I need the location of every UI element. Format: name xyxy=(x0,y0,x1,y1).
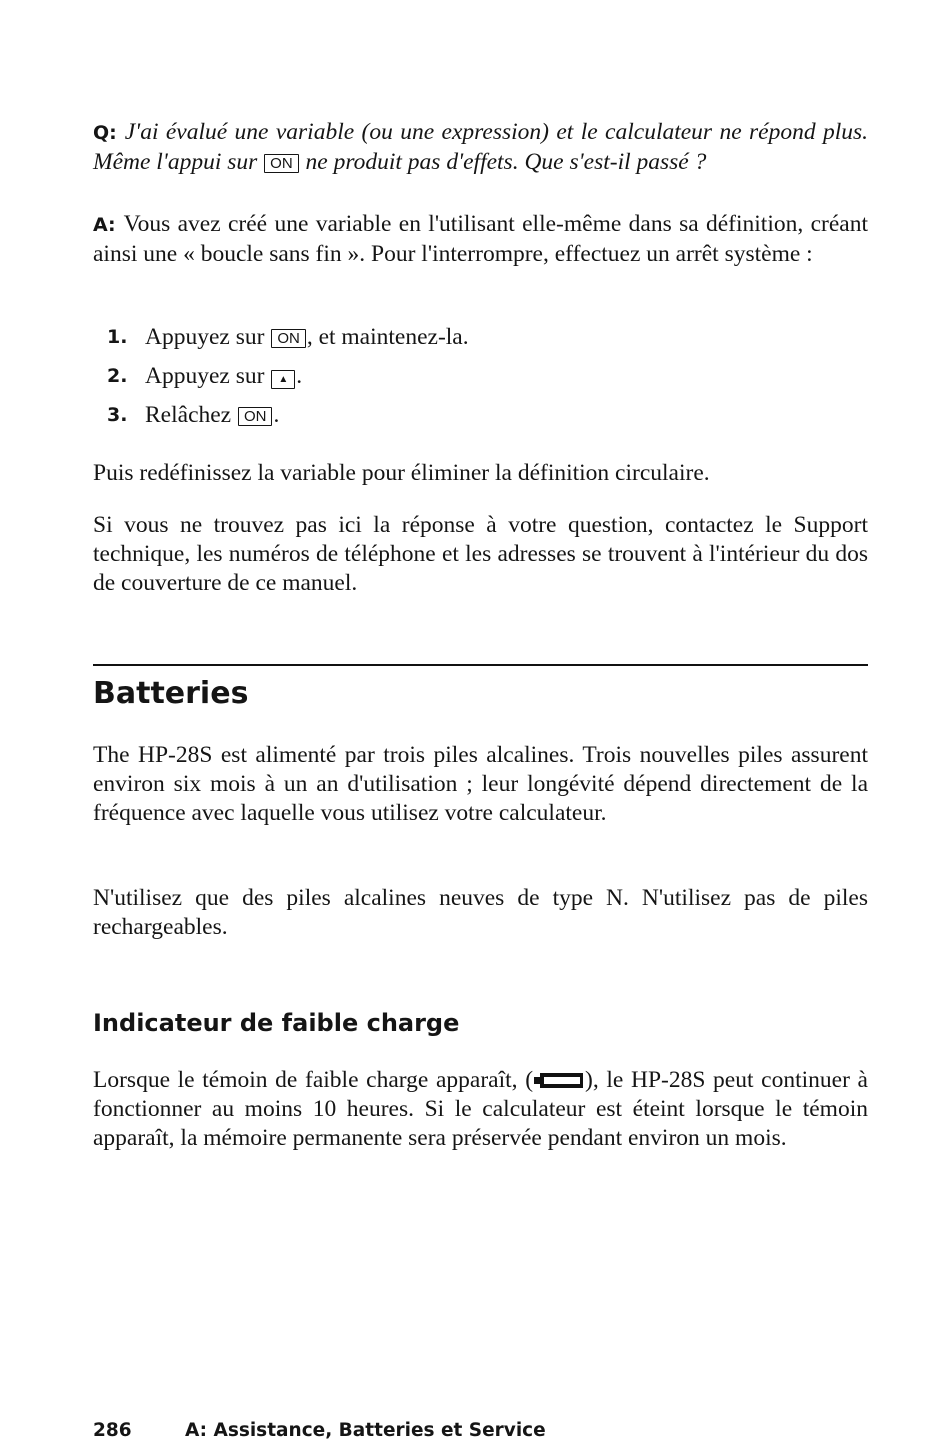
step-text-after: , et maintenez-la. xyxy=(306,324,469,350)
up-arrow-key: ▲ xyxy=(271,370,295,389)
step-text xyxy=(145,323,469,352)
question-paragraph xyxy=(93,118,868,177)
step-text-after: . xyxy=(296,363,303,389)
page-footer xyxy=(93,1418,546,1444)
question-text-part1: J'ai évalué une variable (ou une expression) et le calculateur ne répond plus. Même l'appui sur xyxy=(93,119,868,175)
step-text-before: Appuyez sur xyxy=(145,363,265,389)
step-text-before: Relâchez xyxy=(145,402,232,428)
low-battery-paragraph xyxy=(93,1066,868,1153)
step-text xyxy=(145,401,279,430)
step-list xyxy=(93,318,868,435)
step-number: 1. xyxy=(107,326,128,348)
step-text-after: . xyxy=(273,402,280,428)
on-key: ON xyxy=(271,329,306,348)
step-text xyxy=(145,362,302,391)
question-label: Q: xyxy=(93,122,117,144)
section-divider xyxy=(93,664,868,666)
answer-label: A: xyxy=(93,214,116,236)
chapter-title: A: Assistance, Batteries et Service xyxy=(185,1420,546,1441)
step-number: 2. xyxy=(107,365,128,387)
batteries-paragraph-1: The HP-28S est alimenté par trois piles alcalines. Trois nouvelles piles assurent environ six mois à un an d'utilisation ; leur longévité dépend directement de la fréquence avec laquelle vous utilisez votre calculateur. xyxy=(93,742,868,826)
step-item xyxy=(93,396,868,435)
section-title: Batteries xyxy=(93,676,249,711)
step-number: 3. xyxy=(107,404,128,426)
subsection-title: Indicateur de faible charge xyxy=(93,1009,460,1037)
redefine-paragraph: Puis redéfinissez la variable pour éliminer la définition circulaire. xyxy=(93,460,710,486)
step-text-before: Appuyez sur xyxy=(145,324,265,350)
low-battery-text-before: Lorsque le témoin de faible charge apparaît, ( xyxy=(93,1067,534,1093)
question-text-part2: ne produit pas d'effets. Que s'est-il passé ? xyxy=(305,149,707,175)
answer-text: Vous avez créé une variable en l'utilisant elle-même dans sa définition, créant ainsi une « boucle sans fin ». Pour l'interrompre, effectuez un arrêt système : xyxy=(93,211,868,267)
batteries-paragraph-2: N'utilisez que des piles alcalines neuves de type N. N'utilisez pas de piles rechargeables. xyxy=(93,885,868,940)
on-key: ON xyxy=(264,154,299,173)
step-item xyxy=(93,318,868,357)
low-battery-text-after: ), le HP-28S peut continuer à fonctionner au moins 10 heures. Si le calculateur est éteint lorsque le témoin apparaît, la mémoire permanente sera préservée pendant environ un mois. xyxy=(93,1067,868,1151)
step-item xyxy=(93,357,868,396)
page-number: 286 xyxy=(93,1420,132,1441)
support-paragraph: Si vous ne trouvez pas ici la réponse à votre question, contactez le Support technique, les numéros de téléphone et les adresses se trouvent à l'intérieur du dos de couverture de ce manuel. xyxy=(93,512,868,596)
low-battery-icon xyxy=(533,1072,585,1089)
on-key: ON xyxy=(238,407,273,426)
answer-paragraph xyxy=(93,210,868,269)
